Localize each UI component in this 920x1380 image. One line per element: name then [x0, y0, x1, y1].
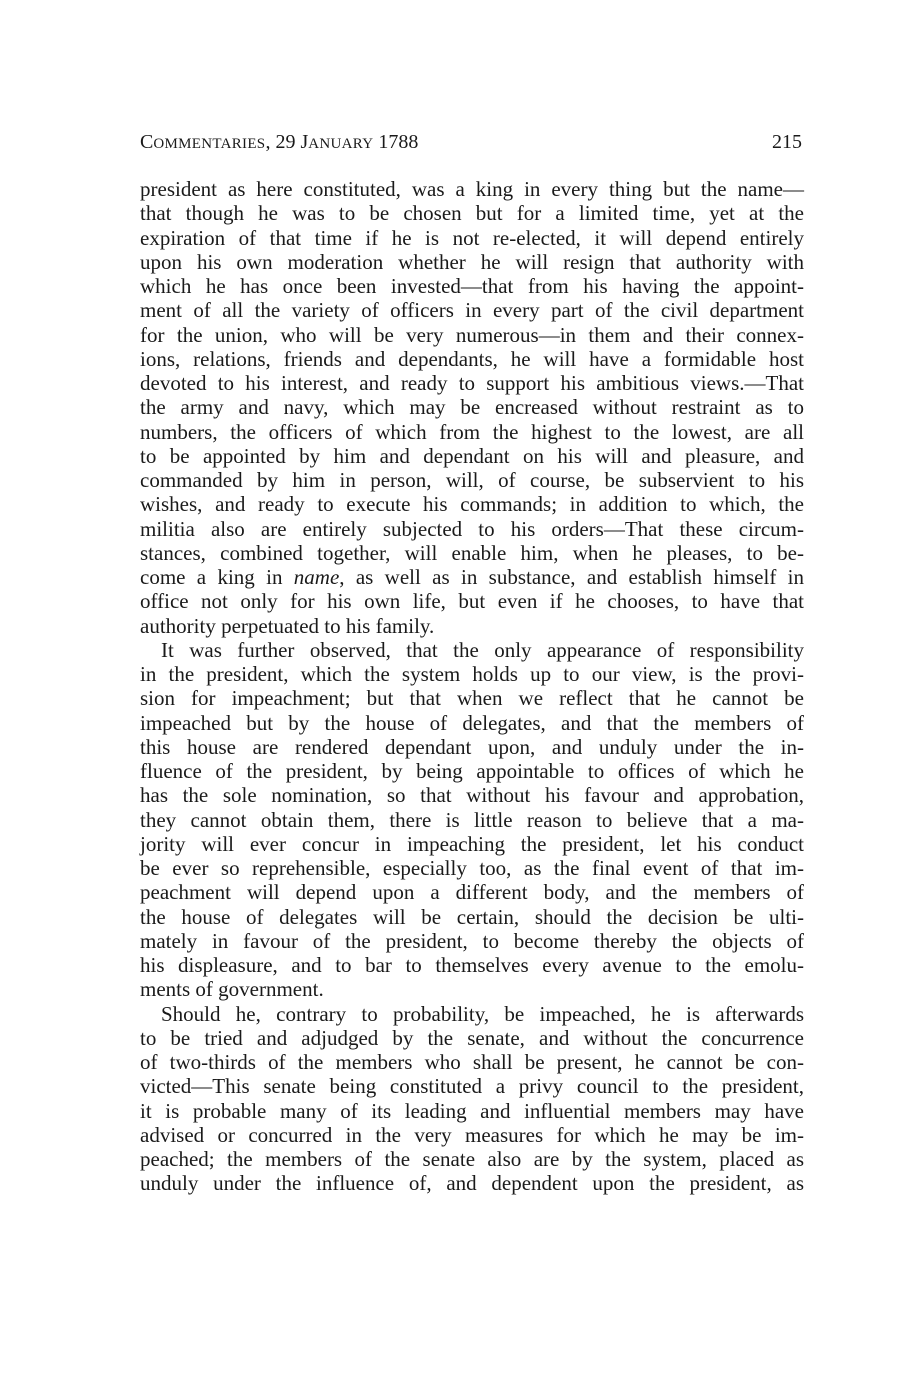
text-line: that though he was to be chosen but for a limited time, yet at the [140, 201, 804, 226]
text-line: his displeasure, and to bar to themselves every avenue to the emolu- [140, 953, 804, 977]
text-line: to be tried and adjudged by the senate, and without the concurrence [140, 1025, 804, 1050]
text-line: to be appointed by him and dependant on his will and pleasure, and [140, 443, 804, 468]
text-line: numbers, the officers of which from the highest to the lowest, are all [140, 419, 804, 444]
text-line: come a king in name, as well as in substance, and establish himself in [140, 565, 804, 589]
text-line: devoted to his interest, and ready to support his ambitious views.—That [140, 371, 804, 395]
text-line: wishes, and ready to execute his commands; in addition to which, the [140, 492, 804, 517]
text-line: impeached but by the house of delegates, and that the members of [140, 710, 804, 735]
text-line: sion for impeachment; but that when we reflect that he cannot be [140, 686, 804, 711]
text-line: this house are rendered dependant upon, and unduly under the in- [140, 734, 804, 759]
text-line: they cannot obtain them, there is little reason to believe that a ma- [140, 807, 804, 832]
body-text [140, 177, 804, 1196]
text-line: mately in favour of the president, to become thereby the objects of [140, 928, 804, 953]
text-line: authority perpetuated to his family. [140, 613, 435, 638]
text-line: jority will ever concur in impeaching the president, let his conduct [140, 831, 804, 856]
text-line: victed—This senate being constituted a privy council to the president, [140, 1074, 804, 1099]
text-line: ment of all the variety of officers in every part of the civil department [140, 298, 804, 323]
text-line: it is probable many of its leading and influential members may have [140, 1098, 804, 1123]
text-line: commanded by him in person, will, of course, be subservient to his [140, 468, 804, 492]
text-line: in the president, which the system holds up to our view, is the provi- [140, 662, 804, 686]
text-line: which he has once been invested—that from his having the appoint- [140, 274, 804, 298]
italic-word: name [293, 565, 340, 589]
text-line: It was further observed, that the only appearance of responsibility [161, 637, 804, 662]
text-line: peached; the members of the senate also are by the system, placed as [140, 1147, 804, 1171]
text-line: unduly under the influence of, and dependent upon the president, as [140, 1171, 804, 1196]
text-line: militia also are entirely subjected to his orders—That these circum- [140, 516, 804, 541]
running-head [140, 128, 802, 156]
text-line: the army and navy, which may be encreased without restraint as to [140, 395, 804, 420]
text-line: of two-thirds of the members who shall be present, he cannot be con- [140, 1050, 804, 1074]
text-line: expiration of that time if he is not re-elected, it will depend entirely [140, 225, 804, 250]
text-line: for the union, who will be very numerous—in them and their connex- [140, 322, 804, 347]
text-line: peachment will depend upon a different body, and the members of [140, 880, 804, 905]
text-line: the house of delegates will be certain, should the decision be ulti- [140, 904, 804, 929]
text-line: ments of government. [140, 977, 324, 1002]
text-line: president as here constituted, was a king in every thing but the name— [140, 177, 804, 201]
text-line: ions, relations, friends and dependants, he will have a formidable host [140, 346, 804, 371]
running-title: COMMENTARIES, 29 JANUARY 1788 [140, 131, 419, 153]
page-number: 215 [772, 131, 802, 153]
text-line: fluence of the president, by being appointable to offices of which he [140, 759, 804, 783]
text-line: stances, combined together, will enable him, when he pleases, to be- [140, 540, 804, 565]
text-line: advised or concurred in the very measures for which he may be im- [140, 1122, 804, 1147]
text-line: has the sole nomination, so that without his favour and approbation, [140, 783, 804, 808]
text-line: Should he, contrary to probability, be impeached, he is afterwards [161, 1001, 804, 1026]
text-line: office not only for his own life, but even if he chooses, to have that [140, 589, 804, 614]
text-line: upon his own moderation whether he will resign that authority with [140, 249, 804, 274]
text-line: be ever so reprehensible, especially too, as the final event of that im- [140, 856, 804, 880]
